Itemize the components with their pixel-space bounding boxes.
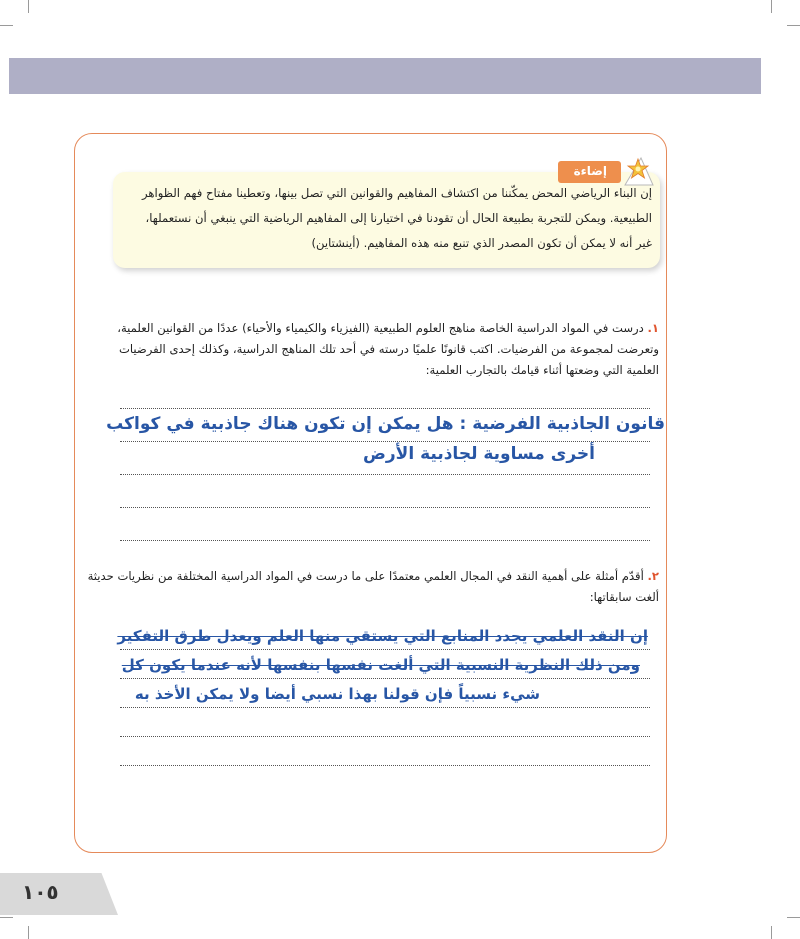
crop-mark bbox=[28, 0, 29, 13]
crop-mark bbox=[28, 926, 29, 939]
handwritten-answer: أخرى مساوية لجاذبية الأرض bbox=[363, 444, 595, 464]
answer-line[interactable] bbox=[120, 765, 650, 766]
tip-line: الطبيعية. ويمكن للتجربة بطبيعة الحال أن تقودنا في اختيارنا إلى المفاهيم الرياضية التي ينبغي أن نستعملها، bbox=[145, 211, 652, 225]
answer-line[interactable] bbox=[120, 507, 650, 508]
question-text: أقدّم أمثلة على أهمية النقد في المجال العلمي معتمدًا على ما درست في المواد الدراسية المختلفة من نظريات حديثة ألغت سابقاتها: bbox=[87, 569, 659, 604]
answer-line[interactable] bbox=[120, 678, 650, 679]
question-text: درست في المواد الدراسية الخاصة مناهج العلوم الطبيعية (الفيزياء والكيمياء والأحياء) عددًا من القوانين العلمية، وتعرضت لمجموعة من الفرضيات. اكتب قانونًا علميًا درسته في أحد تلك المناهج الدراسية، وكذلك إحدى الفرضيات العلمية التي وضعتها أثناء قيامك بالتجارب العلمية: bbox=[117, 321, 659, 377]
page-number-tab bbox=[0, 873, 118, 915]
crop-mark bbox=[771, 926, 772, 939]
crop-mark bbox=[0, 917, 13, 918]
handwritten-answer: قانون الجاذبية الفرضية : هل يمكن إن تكون هناك جاذبية في كواكب bbox=[106, 414, 665, 434]
question-2 bbox=[84, 566, 659, 608]
crop-mark bbox=[0, 25, 13, 26]
tip-line: غير أنه لا يمكن أن تكون المصدر الذي تنبع منه هذه المفاهيم. (أينشتاين) bbox=[311, 236, 652, 250]
handwritten-answer: شيء نسبياً فإن قولنا بهذا نسبي أيضا ولا يمكن الأخذ به bbox=[134, 685, 540, 703]
answer-line[interactable] bbox=[120, 707, 650, 708]
tip-label: إضاءة bbox=[558, 161, 621, 183]
crop-mark bbox=[787, 917, 800, 918]
crop-mark bbox=[771, 0, 772, 13]
handwritten-answer: ومن ذلك النظرية النسبية التي ألغت نفسها بنفسها لأنه عندما يكون كل bbox=[121, 656, 640, 674]
answer-line[interactable] bbox=[120, 441, 650, 442]
question-number: ٢. bbox=[647, 569, 659, 583]
question-1 bbox=[84, 318, 659, 381]
header-band bbox=[9, 58, 761, 94]
answer-line[interactable] bbox=[120, 540, 650, 541]
question-number: ١. bbox=[647, 321, 659, 335]
crop-mark bbox=[787, 25, 800, 26]
tip-line: إن البناء الرياضي المحض يمكّننا من اكتشاف المفاهيم والقوانين التي تصل بينها، وتعطينا مفتاح فهم الظواهر bbox=[142, 186, 652, 200]
handwritten-answer: إن النقد العلمي يجدد المنابع التي يستقي منها العلم ويعدل طرق التفكير bbox=[117, 627, 648, 645]
answer-line[interactable] bbox=[120, 474, 650, 475]
answer-line[interactable] bbox=[120, 736, 650, 737]
answer-line[interactable] bbox=[120, 649, 650, 650]
answer-line[interactable] bbox=[120, 408, 650, 409]
tip-text bbox=[122, 181, 652, 256]
page-number: ١٠٥ bbox=[22, 880, 59, 904]
